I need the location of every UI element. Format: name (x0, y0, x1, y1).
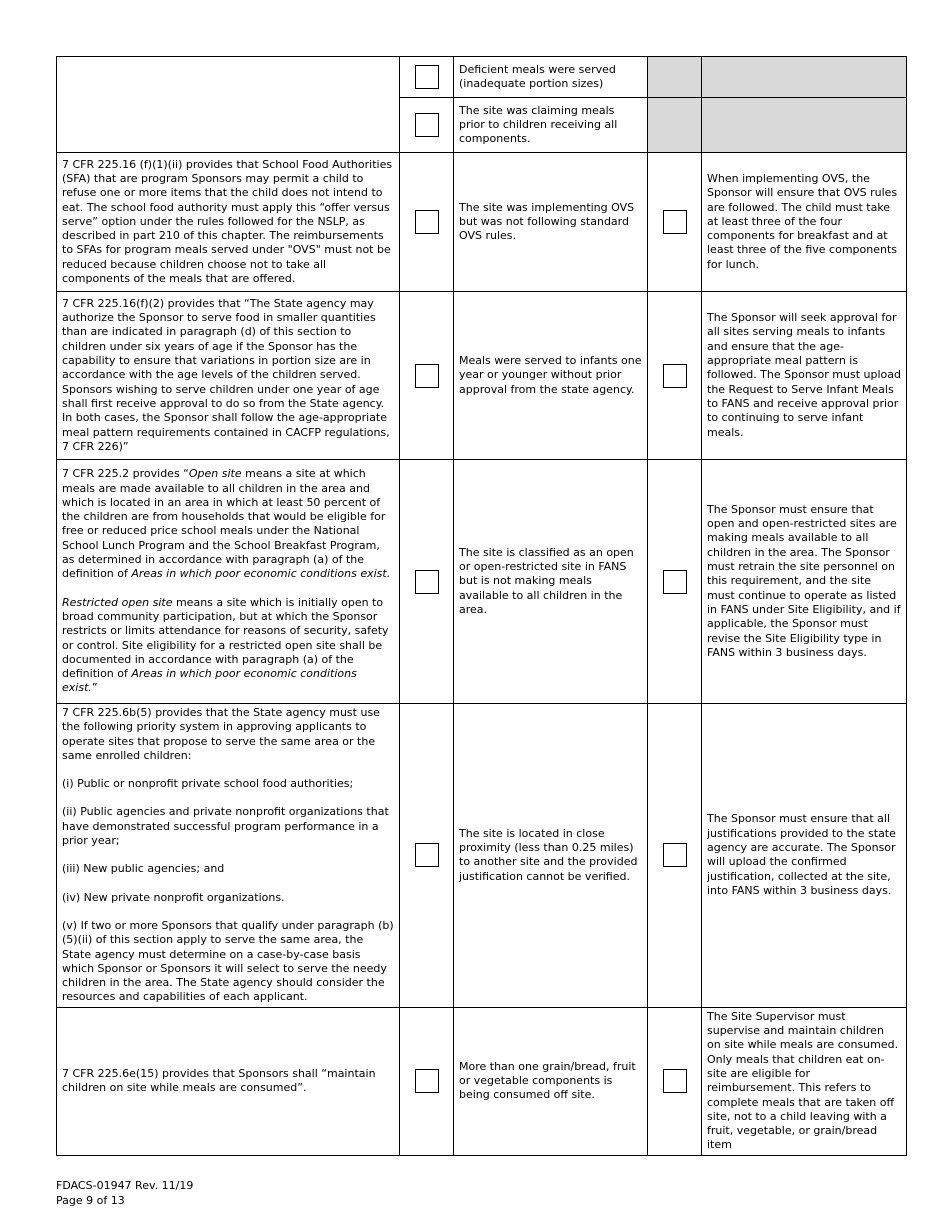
finding-cell: More than one grain/bread, fruit or vegetable components is being consumed off site. (454, 1007, 648, 1155)
finding-checkbox[interactable] (415, 364, 439, 388)
regulation-cell (57, 57, 400, 153)
regulation-cell (57, 460, 400, 704)
table-row (57, 153, 907, 292)
action-checkbox[interactable] (663, 210, 687, 234)
action-checkbox[interactable] (663, 364, 687, 388)
corrective-action-cell: The Sponsor must ensure that open and open-restricted sites are making meals available to all children in the area. The Sponsor must retrain the site personnel on this requirement, and the site must continue to operate as listed in FANS under Site Eligibility, and if applicable, the Sponsor must revise the Site Eligibility type in FANS within 3 business days. (702, 460, 907, 704)
action-checkbox[interactable] (663, 570, 687, 594)
corrective-action-cell: When implementing OVS, the Sponsor will ensure that OVS rules are followed. The child must take at least three of the four components for breakfast and at least three of the five components for lunch. (702, 153, 907, 292)
action-checkbox-cell (648, 704, 702, 1008)
finding-checkbox[interactable] (415, 65, 439, 89)
corrective-action-cell-shaded (702, 98, 907, 153)
page-number: Page 9 of 13 (56, 1194, 125, 1207)
finding-cell: The site was claiming meals prior to children receiving all components. (454, 98, 648, 153)
finding-checkbox-cell (400, 704, 454, 1008)
regulation-paragraph: (iii) New public agencies; and (62, 862, 225, 876)
action-checkbox-cell (648, 1007, 702, 1155)
finding-cell: The site was implementing OVS but was not following standard OVS rules. (454, 153, 648, 292)
action-checkbox-cell (648, 292, 702, 460)
corrective-action-cell-shaded (702, 57, 907, 98)
finding-cell: The site is located in close proximity (less than 0.25 miles) to another site and the provided justification cannot be verified. (454, 704, 648, 1008)
regulation-cell: 7 CFR 225.6e(15) provides that Sponsors shall “maintain children on site while meals are consumed”. (57, 1007, 400, 1155)
table-row (57, 704, 907, 1008)
regulation-cell: 7 CFR 225.16 (f)(1)(ii) provides that School Food Authorities (SFA) that are program Sponsors may permit a child to refuse one or more items that the child does not intend to eat. The school food authority must apply this “offer versus serve” option under the rules followed for the NSLP, as described in part 210 of this chapter. The reimbursements to SFAs for program meals served under "OVS" must not be reduced because children choose not to take all components of the meals that are offered. (57, 153, 400, 292)
finding-checkbox[interactable] (415, 570, 439, 594)
form-number: FDACS-01947 Rev. 11/19 (56, 1179, 194, 1192)
finding-checkbox-cell (400, 98, 454, 153)
regulation-paragraph: Restricted open site means a site which is initially open to broad community participation, but at which the Sponsor restricts or limits attendance for reasons of security, safety or control. Site eligibility for a restricted open site shall be documented in accordance with paragraph (a) of the definition of Areas in which poor economic conditions exist.” (62, 595, 389, 695)
regulation-cell: 7 CFR 225.16(f)(2) provides that “The State agency may authorize the Sponsor to serve food in smaller quantities than are indicated in paragraph (d) of this section to children under six years of age if the Sponsor has the capability to ensure that variations in portion size are in accordance with the age levels of the children served. Sponsors wishing to serve children under one year of age shall first receive approval to do so from the State agency. In both cases, the Sponsor shall follow the age-appropriate meal pattern requirements contained in CACFP regulations, 7 CFR 226)” (57, 292, 400, 460)
finding-checkbox-cell (400, 153, 454, 292)
table-row (57, 1007, 907, 1155)
regulation-paragraph: 7 CFR 225.2 provides “Open site means a site at which meals are made available to all children in the area and which is located in an area in which at least 50 percent of the children are from households that would be eligible for free or reduced price school meals under the National School Lunch Program and the School Breakfast Program, as determined in accordance with paragraph (a) of the definition of Areas in which poor economic conditions exist. (62, 467, 391, 581)
action-checkbox-cell (648, 153, 702, 292)
table-row (57, 460, 907, 704)
regulation-paragraph: (iv) New private nonprofit organizations. (62, 890, 285, 904)
finding-cell: Meals were served to infants one year or younger without prior approval from the state agency. (454, 292, 648, 460)
finding-checkbox-cell (400, 57, 454, 98)
action-checkbox-cell-shaded (648, 57, 702, 98)
table-row (57, 292, 907, 460)
finding-checkbox[interactable] (415, 843, 439, 867)
corrective-action-cell: The Sponsor must ensure that all justifications provided to the state agency are accurate. The Sponsor will upload the confirmed justification, collected at the site, into FANS within 3 business days. (702, 704, 907, 1008)
regulation-paragraph: (ii) Public agencies and private nonprofit organizations that have demonstrated successful program performance in a prior year; (62, 805, 389, 848)
action-checkbox[interactable] (663, 1069, 687, 1093)
table-row (57, 57, 907, 98)
finding-checkbox-cell (400, 292, 454, 460)
page-footer (56, 1178, 193, 1208)
action-checkbox-cell (648, 460, 702, 704)
action-checkbox[interactable] (663, 843, 687, 867)
regulation-paragraph: (i) Public or nonprofit private school food authorities; (62, 777, 354, 791)
monitoring-findings-table (56, 56, 907, 1156)
finding-checkbox-cell (400, 1007, 454, 1155)
finding-checkbox[interactable] (415, 1069, 439, 1093)
corrective-action-cell: The Site Supervisor must supervise and maintain children on site while meals are consumed. Only meals that children eat on-site are eligible for reimbursement. This refers to complete meals that are taken off site, not to a child leaving with a fruit, vegetable, or grain/bread item (702, 1007, 907, 1155)
finding-checkbox[interactable] (415, 113, 439, 137)
action-checkbox-cell-shaded (648, 98, 702, 153)
finding-checkbox-cell (400, 460, 454, 704)
regulation-paragraph: 7 CFR 225.6b(5) provides that the State agency must use the following priority system in approving applicants to operate sites that propose to serve the same area or the same enrolled children: (62, 706, 380, 762)
finding-cell: The site is classified as an open or open-restricted site in FANS but is not making meals available to all children in the area. (454, 460, 648, 704)
finding-checkbox[interactable] (415, 210, 439, 234)
corrective-action-cell: The Sponsor will seek approval for all sites serving meals to infants and ensure that the age-appropriate meal pattern is followed. The Sponsor must upload the Request to Serve Infant Meals to FANS and receive approval prior to continuing to serve infant meals. (702, 292, 907, 460)
regulation-cell (57, 704, 400, 1008)
regulation-paragraph: (v) If two or more Sponsors that qualify under paragraph (b)(5)(ii) of this section apply to serve the same area, the State agency must determine on a case-by-case basis which Sponsor or Sponsors it will select to serve the needy children in the area. The State agency should consider the resources and capabilities of each applicant. (62, 918, 394, 1004)
finding-cell: Deficient meals were served (inadequate portion sizes) (454, 57, 648, 98)
